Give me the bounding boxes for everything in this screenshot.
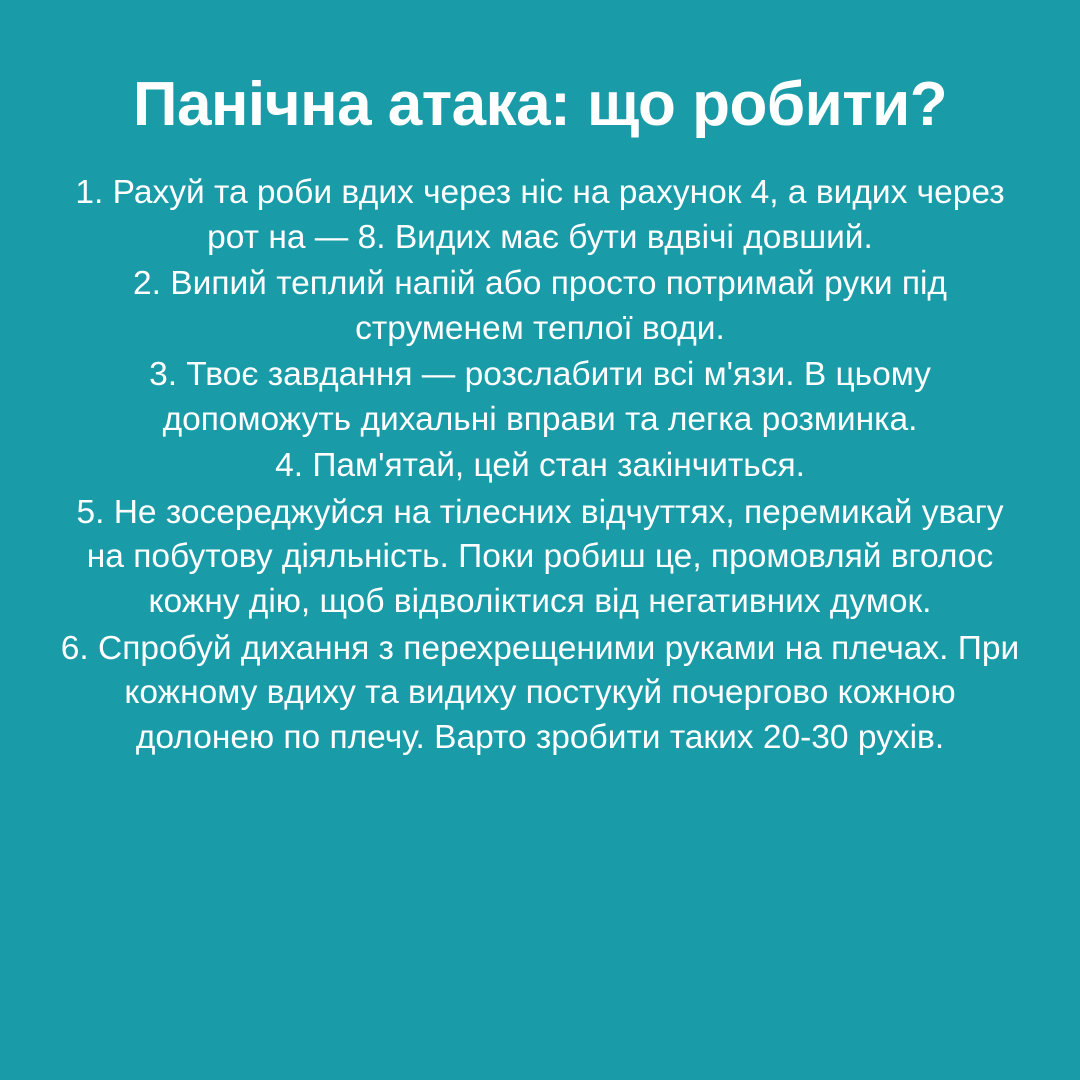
advice-list xyxy=(60,171,1020,762)
list-item: 1. Рахуй та роби вдих через ніс на рахунок 4, а видих через рот на — 8. Видих має бути вдвічі довший. xyxy=(75,174,1005,256)
list-item: 6. Спробуй дихання з перехрещеними руками на плечах. При кожному вдиху та видиху постукуй почергово кожною долонею по плечу. Варто зробити таких 20-30 рухів. xyxy=(60,629,1020,756)
list-item: 5. Не зосереджуйся на тілесних відчуттях, перемикай увагу на побутову діяльність. Поки робиш це, промовляй вголос кожну дію, щоб відволіктися від негативних думок. xyxy=(76,493,1004,621)
list-item: 3. Твоє завдання — розслабити всі м'язи. В цьому допоможуть дихальні вправи та легка розминка. xyxy=(149,356,931,438)
page-title: Панічна атака: що робити? xyxy=(132,70,948,139)
list-item: 2. Випий теплий напій або просто потримай руки під струменем теплої води. xyxy=(133,265,947,347)
list-item: 4. Пам'ятай, цей стан закінчиться. xyxy=(275,447,805,485)
